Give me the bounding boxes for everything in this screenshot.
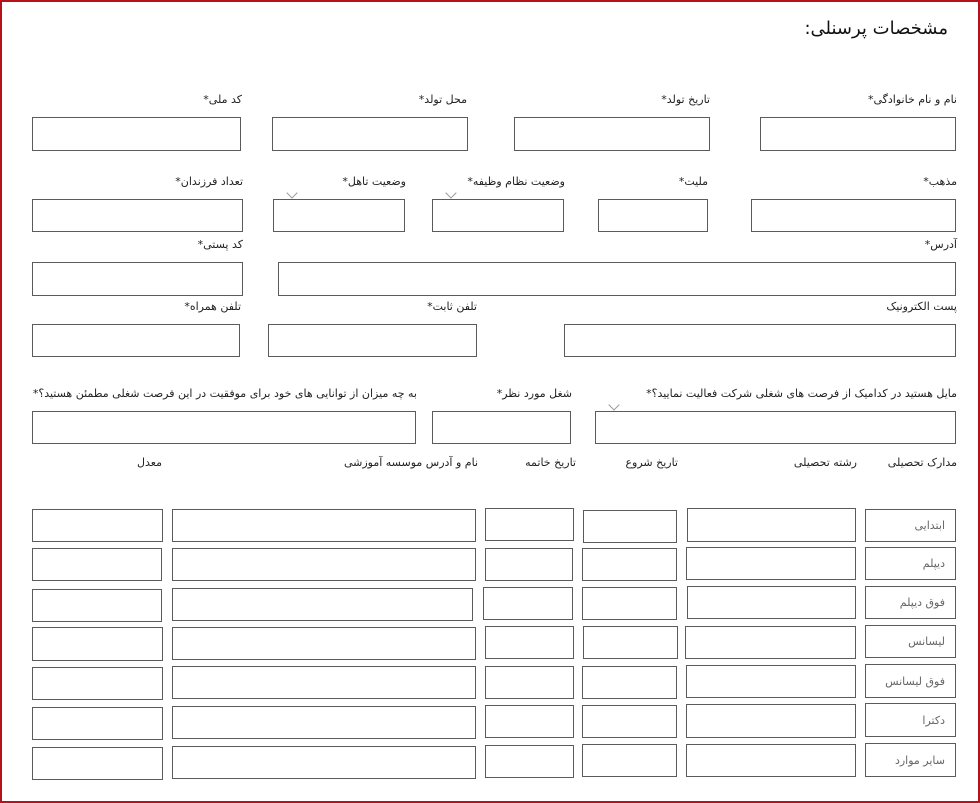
degree-header: مدارک تحصیلی [887,456,957,469]
end-date-input[interactable] [485,705,574,738]
military-status-box[interactable] [432,199,564,232]
chevron-down-icon [286,187,297,198]
gpa-input[interactable] [32,548,162,581]
institute-input[interactable] [172,509,476,542]
military-status-select[interactable] [432,189,564,232]
degree-cell-associate: فوق دیپلم [865,586,956,619]
end-date-input[interactable] [485,626,574,659]
major-header: رشته تحصیلی [793,456,857,469]
degree-cell-master: فوق لیسانس [865,664,956,698]
major-input[interactable] [686,704,856,738]
gpa-input[interactable] [32,627,163,661]
start-date-input[interactable] [582,705,677,738]
gpa-input[interactable] [32,509,163,542]
military-status-label: وضعیت نظام وظیفه* [467,175,565,188]
mobile-label: تلفن همراه* [184,300,241,313]
birth-date-input[interactable] [514,117,710,151]
gpa-input[interactable] [32,707,163,740]
start-date-input[interactable] [582,744,677,777]
email-label: پست الکترونیک [886,300,957,313]
opportunity-box[interactable] [595,411,956,444]
gpa-input[interactable] [32,667,163,700]
end-date-input[interactable] [485,666,574,699]
institute-input[interactable] [172,666,476,699]
full-name-input[interactable] [760,117,956,151]
children-count-label: تعداد فرزندان* [175,175,243,188]
national-code-label: کد ملی* [203,93,242,106]
major-input[interactable] [687,586,856,619]
start-date-input[interactable] [582,587,677,620]
email-input[interactable] [564,324,956,357]
end-date-header: تاریخ خاتمه [525,456,576,469]
degree-cell-bachelor: لیسانس [865,625,956,658]
nationality-input[interactable] [598,199,708,232]
start-date-input[interactable] [582,548,677,581]
religion-input[interactable] [751,199,956,232]
start-date-input[interactable] [582,666,677,699]
landline-label: تلفن ثابت* [427,300,477,313]
end-date-input[interactable] [485,508,574,541]
degree-cell-primary: ابتدایی [865,509,956,542]
degree-cell-other: سایر موارد [865,743,956,777]
gpa-input[interactable] [32,747,163,780]
marital-status-box[interactable] [273,199,405,232]
start-date-input[interactable] [583,510,677,543]
degree-cell-doctorate: دکترا [865,703,956,737]
postal-code-label: کد پستی* [197,238,243,251]
degree-cell-diploma: دیپلم [865,547,956,580]
opportunity-label: مایل هستید در کدامیک از فرصت های شغلی شرکت فعالیت نمایید؟* [646,387,957,400]
desired-job-label: شغل مورد نظر* [496,387,572,400]
major-input[interactable] [686,744,856,777]
marital-status-label: وضعیت تاهل* [342,175,406,188]
end-date-input[interactable] [483,587,573,620]
major-input[interactable] [685,626,856,659]
major-input[interactable] [686,547,856,580]
institute-header: نام و آدرس موسسه آموزشی [343,456,478,469]
chevron-down-icon [445,187,456,198]
start-date-header: تاریخ شروع [625,456,678,469]
marital-status-select[interactable] [273,189,405,232]
desired-job-input[interactable] [432,411,571,444]
full-name-label: نام و نام خانوادگی* [867,93,957,106]
address-input[interactable] [278,262,956,296]
end-date-input[interactable] [485,745,574,778]
landline-input[interactable] [268,324,477,357]
confidence-label: به چه میزان از توانایی های خود برای موفقیت در این فرصت شغلی مطمئن هستید؟* [32,387,417,400]
postal-code-input[interactable] [32,262,243,296]
children-count-input[interactable] [32,199,243,232]
gpa-input[interactable] [32,589,162,622]
birth-place-input[interactable] [272,117,468,151]
institute-input[interactable] [172,588,473,621]
gpa-header: معدل [137,456,162,469]
institute-input[interactable] [172,706,476,739]
institute-input[interactable] [172,627,476,660]
start-date-input[interactable] [583,626,678,659]
birth-date-label: تاریخ تولد* [661,93,710,106]
religion-label: مذهب* [923,175,957,188]
end-date-input[interactable] [485,548,573,581]
birth-place-label: محل تولد* [418,93,467,106]
major-input[interactable] [687,508,856,542]
national-code-input[interactable] [32,117,241,151]
major-input[interactable] [686,665,856,698]
institute-input[interactable] [172,746,476,779]
mobile-input[interactable] [32,324,240,357]
institute-input[interactable] [172,548,476,581]
nationality-label: ملیت* [678,175,708,188]
confidence-input[interactable] [32,411,416,444]
address-label: آدرس* [924,238,957,251]
section-title: مشخصات پرسنلی: [804,18,948,39]
opportunity-select[interactable] [595,401,956,444]
chevron-down-icon [608,399,619,410]
